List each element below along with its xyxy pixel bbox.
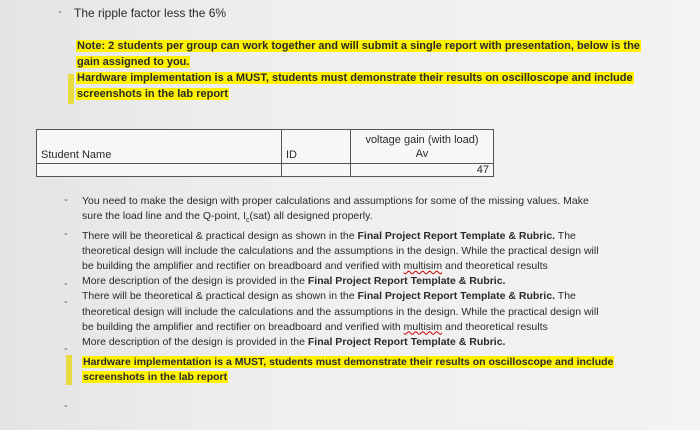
final-line-1: Hardware implementation is a MUST, students must demonstrate their results on oscilloscope and include [83,356,614,368]
note-block [76,38,656,102]
highlight-margin-bar [66,355,72,385]
body-line: There will be theoretical & practical design as shown in the Final Project Report Template & Rubric. The [82,229,576,242]
bullet-marker: - [64,278,68,290]
highlight-margin-bar [68,74,74,104]
bullet-marker: - [58,6,62,18]
bullet-marker: - [64,296,68,308]
body-line: More description of the design is provided in the Final Project Report Template & Rubric. [82,275,506,288]
header-id: ID [282,130,351,164]
cell-student-name[interactable] [37,164,282,177]
bullet-marker: - [64,228,68,240]
spellcheck-word: multisim [403,259,443,272]
note-line-4: screenshots in the lab report [77,88,228,100]
body-line: theoretical design will include the calculations and the assumptions in the design. While the practical design will [82,244,599,257]
bullet-marker: - [64,343,68,355]
body-line: More description of the design is provided in the Final Project Report Template & Rubric. [82,335,506,348]
cell-gain-value[interactable]: 47 [351,164,494,177]
body-line: There will be theoretical & practical design as shown in the Final Project Report Template & Rubric. The [82,290,576,303]
cell-id[interactable] [282,164,351,177]
bullet-marker: - [64,194,68,206]
note-line-2: gain assigned to you. [77,56,190,68]
final-line-2: screenshots in the lab report [83,371,228,384]
final-highlight-block [82,355,614,385]
spellcheck-word: multisim [403,320,443,333]
gain-table [36,129,494,177]
header-student-name: Student Name [37,130,282,164]
body-line: theoretical design will include the calculations and the assumptions in the design. While the practical design will [82,305,599,318]
note-line-3: Hardware implementation is a MUST, students must demonstrate their results on oscilloscope and include [77,72,633,84]
header-voltage-gain [351,130,494,164]
ripple-factor-line: The ripple factor less the 6% [74,6,227,20]
body-line: You need to make the design with proper calculations and assumptions for some of the missing values. Make [82,195,589,207]
body-line: be building the amplifier and rectifier on breadboard and verified with multisim and theoretical results [82,320,548,333]
note-line-1: Note: 2 students per group can work together and will submit a single report with presentation, below is the [77,40,640,52]
instructions-body [82,194,672,350]
body-line: be building the amplifier and rectifier on breadboard and verified with multisim and theoretical results [82,259,548,272]
header-gain-line2: Av [415,147,429,160]
body-line: sure the load line and the Q-point, $I_c(sat)$ all designed properly. [82,210,373,225]
header-gain-line1: voltage gain (with load) [365,133,479,146]
bullet-marker: - [64,400,68,412]
